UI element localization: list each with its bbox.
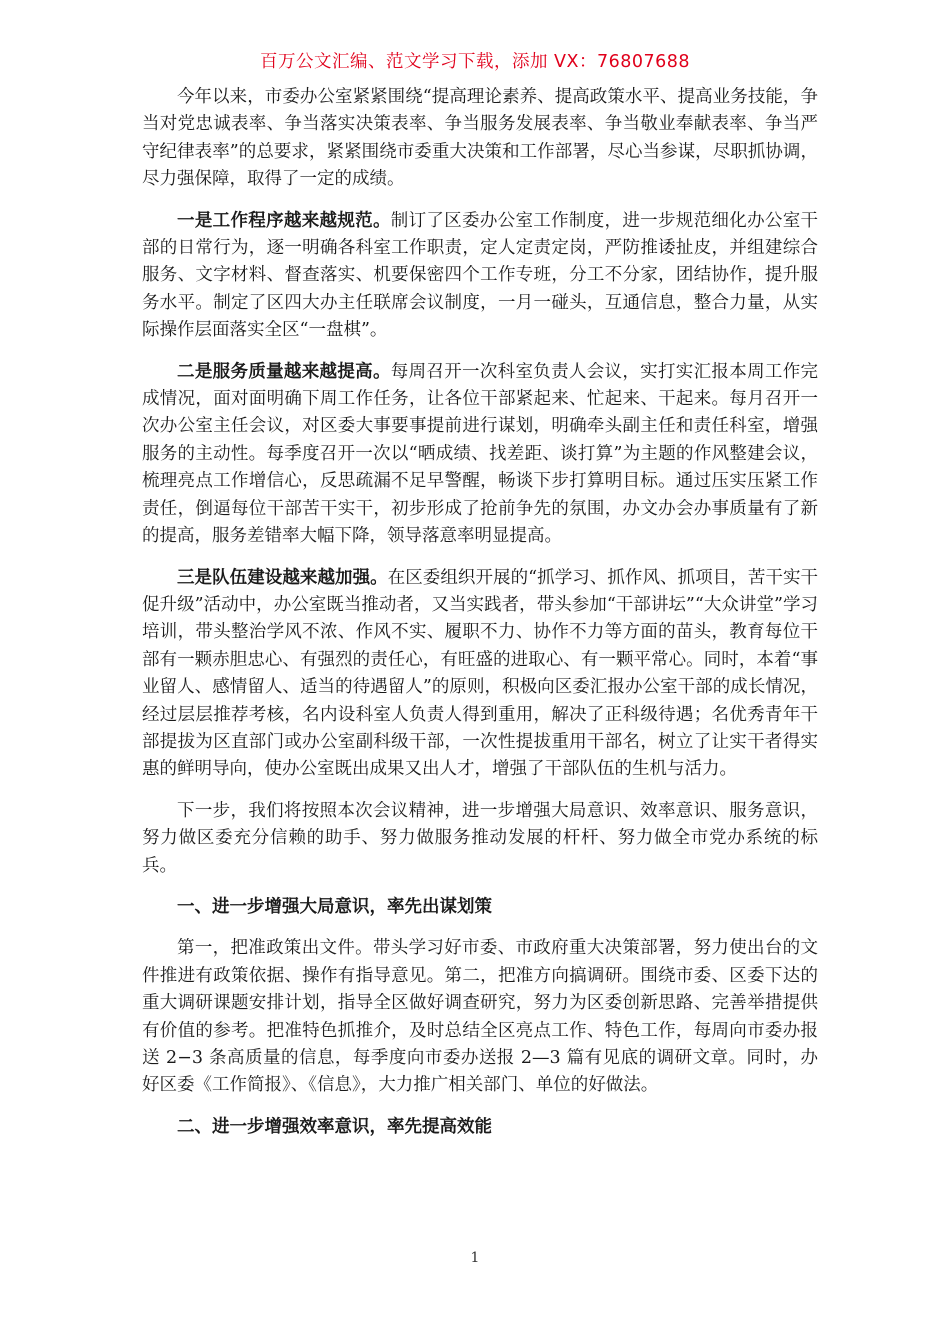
- section-heading-1: 一、进一步增强大局意识，率先出谋划策: [177, 896, 492, 917]
- paragraph-work-procedure: [142, 208, 818, 345]
- paragraph-text: 在区委组织开展的“抓学习、抓作风、抓项目，苦干实干促升级”活动中，办公室既当推动者，又当实践者，带头参加“干部讲坛”“大众讲堂”学习培训，带头整治学风不浓、作风不实、履职不力、协作不力等方面的苗头，教育每位干部有一颗赤胆忠心、有强烈的责任心，有旺盛的进取心、有一颗平常心。同时，本着“事业留人、感情留人、适当的待遇留人”的原则，积极向区委汇报办公室干部的成长情况，经过层层推荐考核，名内设科室人负责人得到重用，解决了正科级待遇；名优秀青年干部提拔为区直部门或办公室副科级干部，一次性提拔重用干部名，树立了让实干者得实惠的鲜明导向，使办公室既出成果又出人才，增强了干部队伍的生机与活力。: [142, 567, 818, 780]
- section-heading-2: 二、进一步增强效率意识，率先提高效能: [177, 1116, 492, 1137]
- page-number: 1: [470, 1250, 480, 1266]
- paragraph-lead: 三是队伍建设越来越加强。: [177, 567, 388, 588]
- intro-paragraph: 今年以来，市委办公室紧紧围绕“提高理论素养、提高政策水平、提高业务技能，争当对党忠诚表率、争当落实决策表率、争当服务发展表率、争当敬业奉献表率、争当严守纪律表率”的总要求，紧紧围绕市委重大决策和工作部署，尽心当参谋，尽职抓协调，尽力强保障，取得了一定的成绩。: [142, 87, 818, 190]
- next-step-paragraph: 下一步，我们将按照本次会议精神，进一步增强大局意识、效率意识、服务意识，努力做区委充分信赖的助手、努力做服务推动发展的杆杆、努力做全市党办系统的标兵。: [142, 800, 818, 876]
- document-body: [142, 84, 818, 1155]
- paragraph-lead: 二是服务质量越来越提高。: [177, 361, 391, 382]
- paragraph-text: 每周召开一次科室负责人会议，实打实汇报本周工作完成情况，面对面明确下周工作任务，让各位干部紧起来、忙起来、干起来。每月召开一次办公室主任会议，对区委大事要事提前进行谋划，明确牵头副主任和责任科室，增强服务的主动性。每季度召开一次以“晒成绩、找差距、谈打算”为主题的作风整建会议，梳理亮点工作增信心，反思疏漏不足早警醒，畅谈下步打算明目标。通过压实压紧工作责任，倒逼每位干部苦干实干，初步形成了抢前争先的氛围，办文办会办事质量有了新的提高，服务差错率大幅下降，领导落意率明显提高。: [142, 361, 819, 547]
- paragraph-team-building: [142, 565, 818, 784]
- section-1-paragraph: 第一，把准政策出文件。带头学习好市委、市政府重大决策部署，努力使出台的文件推进有政策依据、操作有指导意见。第二，把准方向搞调研。围绕市委、区委下达的重大调研课题安排计划，指导全区做好调查研究，努力为区委创新思路、完善举措提供有价值的参考。把准特色抓推介，及时总结全区亮点工作、特色工作，每周向市委办报送 2−3 条高质量的信息，每季度向市委办送报 2—3 篇有见底的调研文章。同时，办好区委《工作简报》、《信息》，大力推广相关部门、单位的好做法。: [142, 938, 818, 1096]
- header-banner: 百万公文汇编、范文学习下载，添加 VX：76807688: [259, 52, 691, 72]
- paragraph-service-quality: [142, 359, 818, 551]
- paragraph-text: 制订了区委办公室工作制度，进一步规范细化办公室干部的日常行为，逐一明确各科室工作职责，定人定责定岗，严防推诿扯皮，并组建综合服务、文字材料、督查落实、机要保密四个工作专班，分工不分家，团结协作，提升服务水平。制定了区四大办主任联席会议制度，一月一碰头，互通信息，整合力量，从实际操作层面落实全区“一盘棋”。: [142, 210, 819, 341]
- paragraph-lead: 一是工作程序越来越规范。: [177, 210, 391, 231]
